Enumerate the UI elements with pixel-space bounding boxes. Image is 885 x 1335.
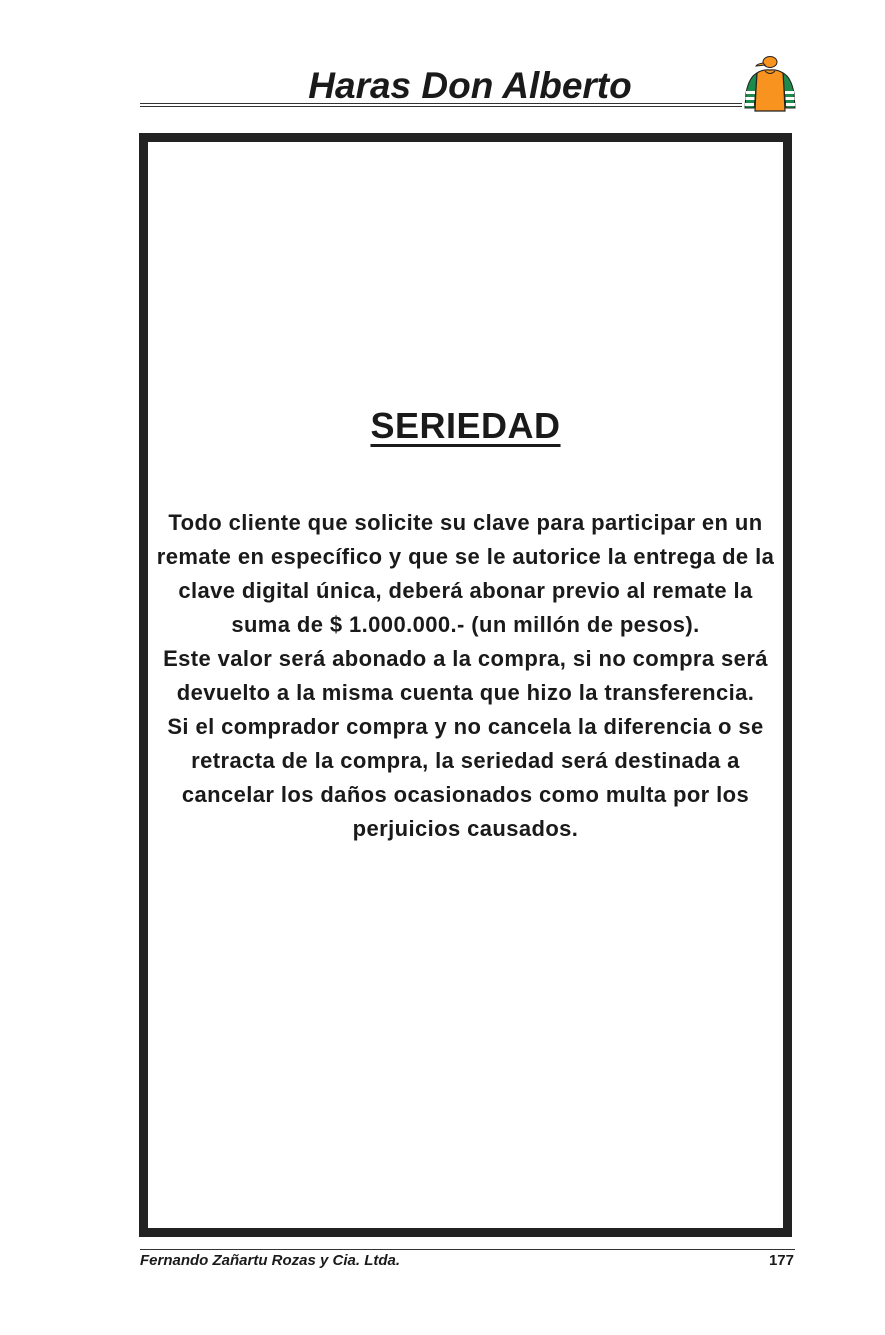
section-heading-text: SERIEDAD [370,405,561,446]
content-frame [139,133,792,1237]
footer-rule [140,1249,795,1250]
section-heading [148,404,783,448]
page-title: Haras Don Alberto [308,65,632,106]
jockey-silks-icon [743,53,797,113]
header-rule-top [140,103,742,104]
paragraph-abono: Este valor será abonado a la compra, si no compra será devuelto a la misma cuenta que hizo la transferencia. [163,646,768,705]
body-text [154,506,777,846]
paragraph-clave: Todo cliente que solicite su clave para participar en un remate en específico y que se le autorice la entrega de la clave digital única, deberá abonar previo al remate la suma de $ 1.000.000.- (un millón de pesos). [156,510,775,637]
header-rule-bottom [140,106,742,107]
footer-company: Fernando Zañartu Rozas y Cia. Ltda. [140,1252,401,1269]
page-number: 177 [768,1252,794,1269]
paragraph-multa: Si el comprador compra y no cancela la diferencia o se retracta de la compra, la seriedad será destinada a cancelar los daños ocasionados como multa por los perjuicios causados. [167,714,764,841]
